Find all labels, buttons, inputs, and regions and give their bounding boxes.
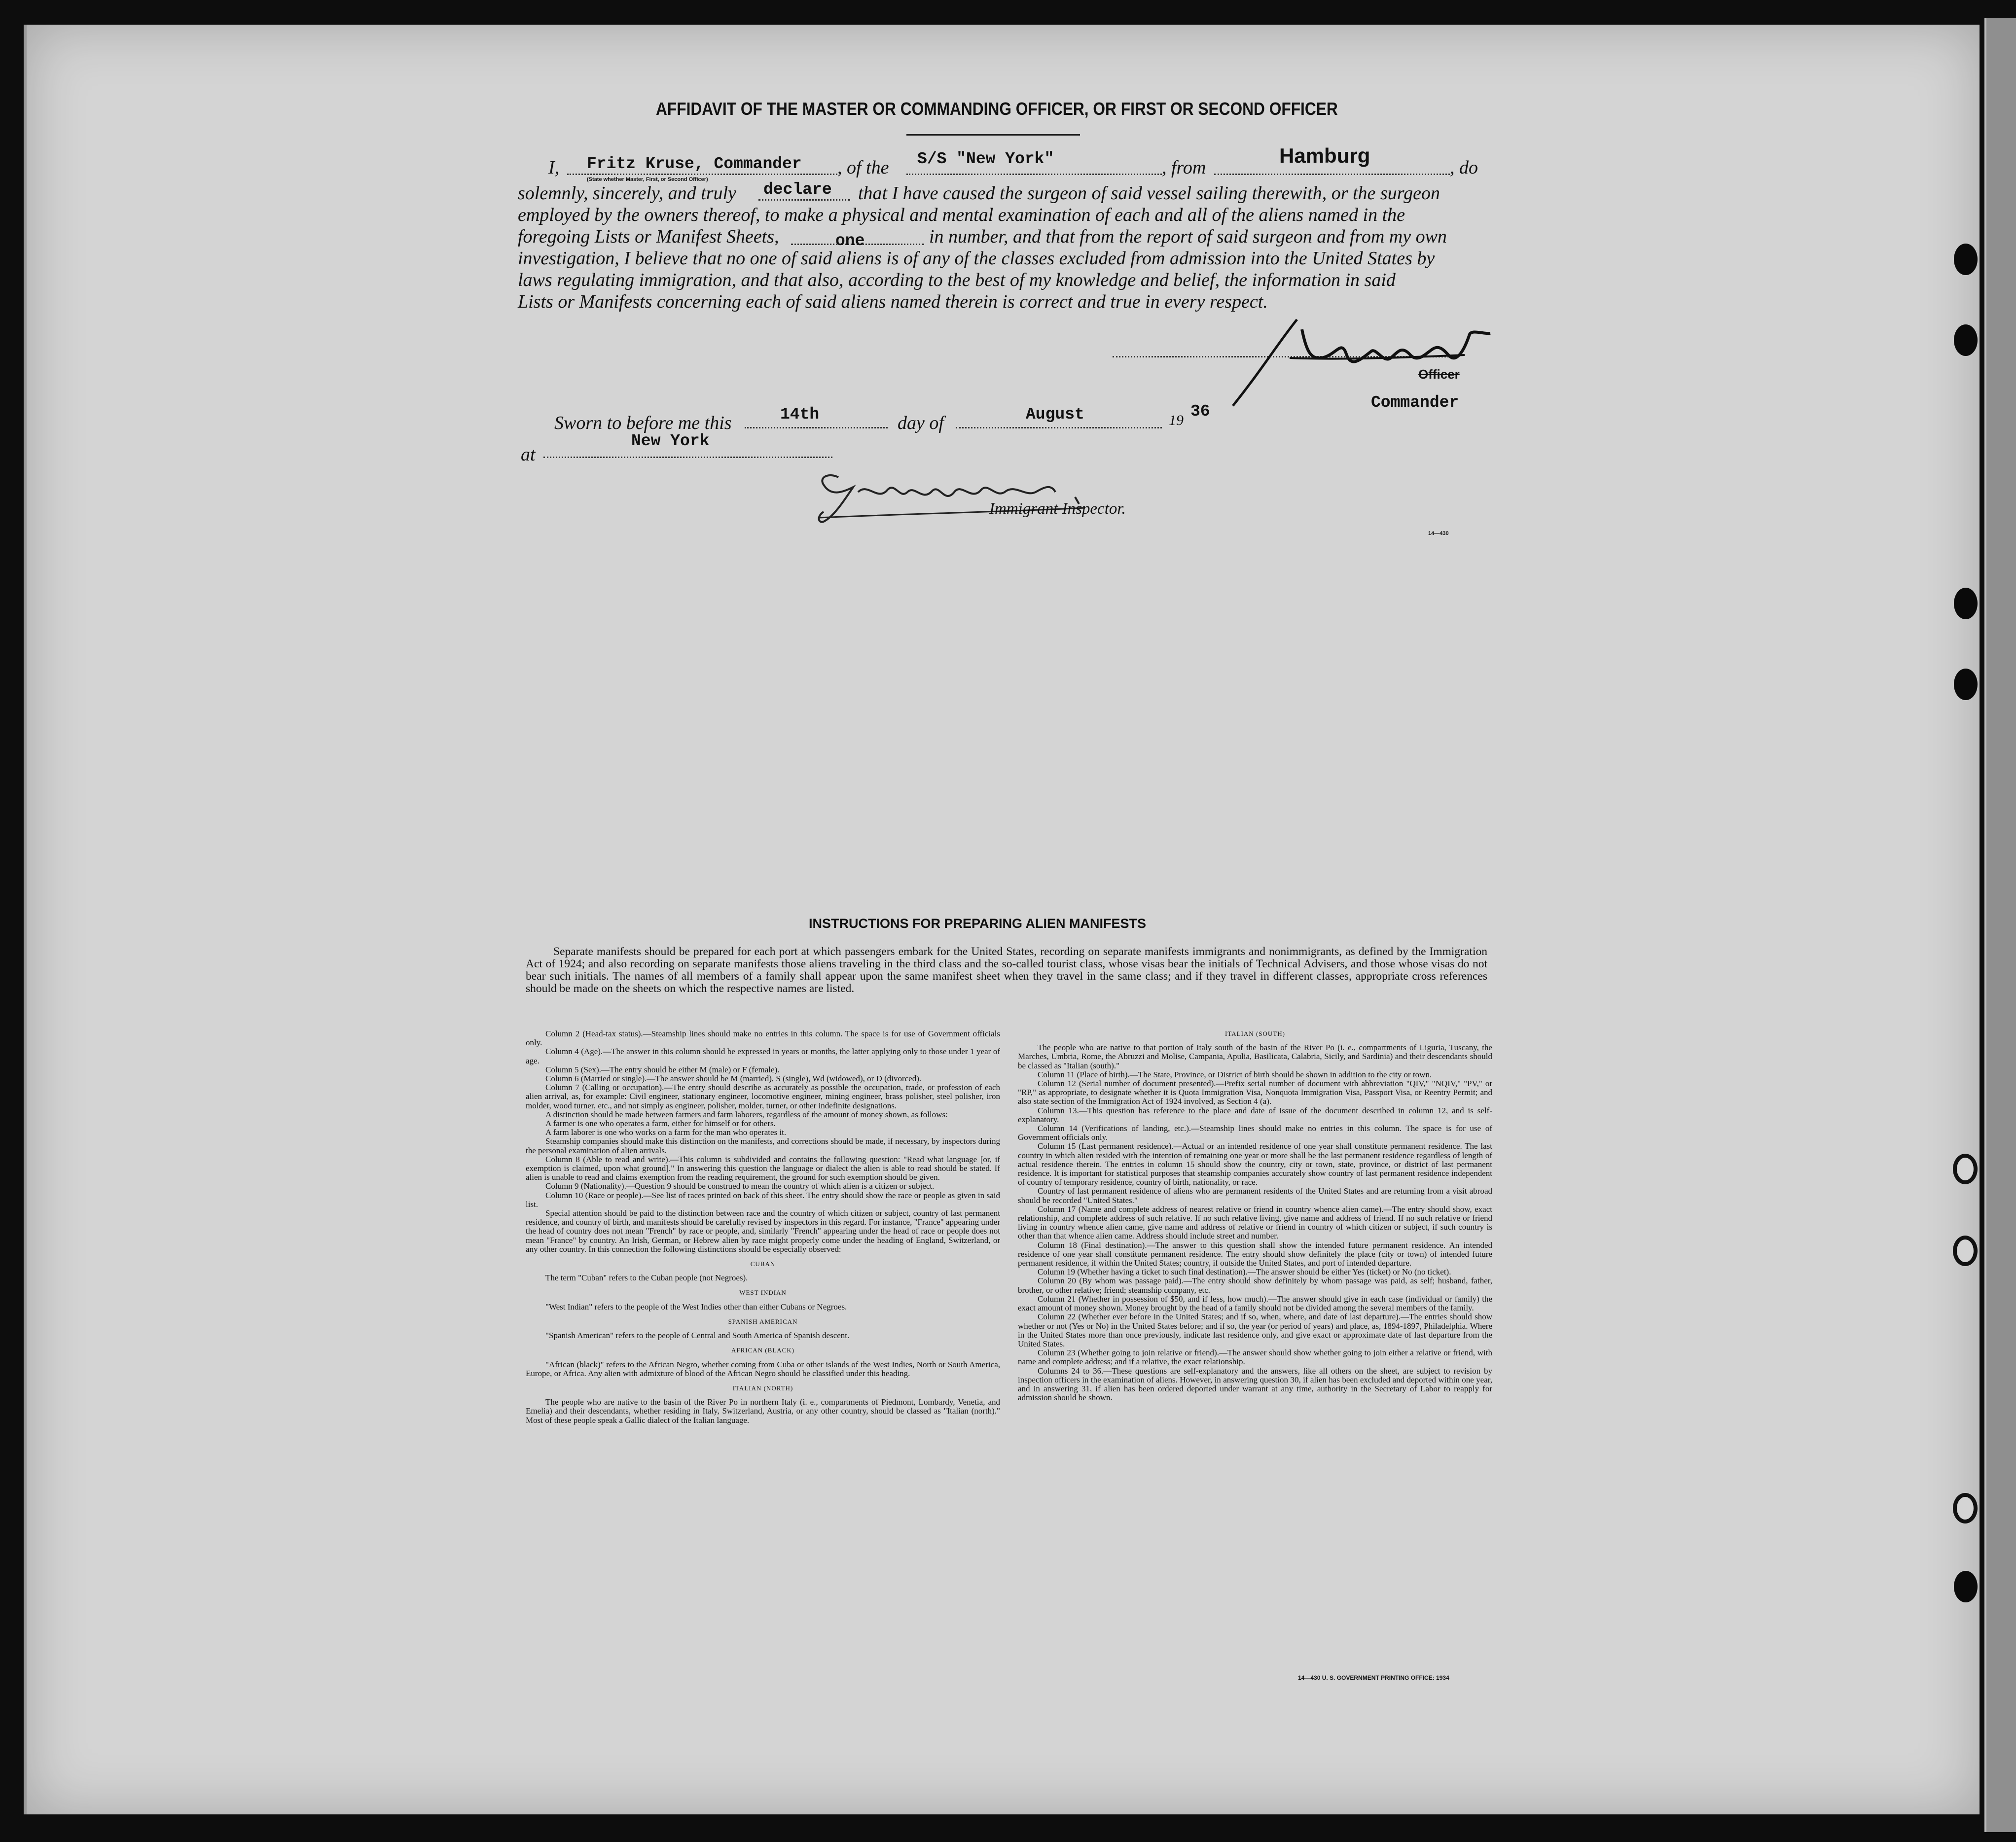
punch-hole bbox=[1954, 324, 1978, 356]
affidavit-title: AFFIDAVIT OF THE MASTER OR COMMANDING OFFICER, OR FIRST OR SECOND OFFICER bbox=[656, 99, 1338, 119]
column-10-note: Column 10 (Race or people).—See list of races printed on back of this sheet. The entry should show the race or people as given in said list. bbox=[526, 1190, 1000, 1209]
inspector-signature bbox=[809, 462, 1115, 531]
affidavit-line-6: laws regulating immigration, and that also, according to the best of my knowledge and belief, the information in said bbox=[518, 270, 1396, 290]
punch-hole-ring bbox=[1953, 1154, 1978, 1184]
farmer-definition: A farmer is one who operates a farm, either for himself or for others. bbox=[545, 1119, 776, 1129]
column-12-note: Column 12 (Serial number of document presented).—Prefix serial number of document with abbreviation "QIV," "NQIV," "PV," or "RP," as appropriate, to designate whether it is Quota Immigration Visa, Nonquota Immigration Visa, Passport Visa, or Reentry Permit; and also state section of the Immigration Act of 1924 involved, as Section 4 (a). bbox=[1018, 1079, 1492, 1106]
affidavit-line-2b: that I have caused the surgeon of said vessel sailing therewith, or the surgeon bbox=[858, 183, 1440, 204]
column-22-note: Column 22 (Whether ever before in the United States; and if so, when, where, and date of last departure).—The entries should show whether or not (Yes or No) in the United States before; and if so, the year (or period of years) and place, as, 1894-1897, Philadelphia. Where in the United States more than once previously, indicate last residence only, and give exact or approximate date of last departure from the United States. bbox=[1018, 1312, 1492, 1348]
race-distinction-note: Special attention should be paid to the distinction between race and the country of which citizen or subject, country of last permanent residence, and country of birth, and manifests should be carefully revised by inspectors in this regard. For instance, "France" appearing under the head of country does not mean "French" by race or people, and, similarly "French" appearing under the head of race or people does not mean "France" by country. An Irish, German, or Hebrew alien by race might properly come under the heading of England, Switzerland, or any other country. In this connection the following distinctions should be especially observed: bbox=[526, 1208, 1000, 1254]
sworn-month: August bbox=[1026, 405, 1084, 424]
affidavit-line-2a: solemnly, sincerely, and truly bbox=[518, 183, 736, 204]
punch-hole bbox=[1954, 669, 1978, 700]
of-the-text: , of the bbox=[837, 157, 889, 178]
instructions-right-column bbox=[1018, 1029, 1492, 1402]
african-definition: "African (black)" refers to the African Negro, whether coming from Cuba or other islands of the West Indies, North or South America, Europe, or Africa. Any alien with admixture of blood of the African Negro should be classified under this heading. bbox=[526, 1359, 1000, 1378]
west-indian-definition: "West Indian" refers to the people of the West Indies other than either Cubans or Negroes. bbox=[545, 1302, 847, 1311]
column-23-note: Column 23 (Whether going to join relative or friend).—The answer should show whether going to join either a relative or friend, with name and complete address; and if a relative, the exact relationship. bbox=[1018, 1348, 1492, 1367]
column-7-note: Column 7 (Calling or occupation).—The entry should describe as accurately as possible the occupation, trade, or profession of each alien arrival, as, for example: Civil engineer, stationary engineer, locomotive engineer, mining engineer, brass polisher, steel polisher, iron molder, wood turner, etc., and not simply as engineer, polisher, molder, turner, or other indefinite designations. bbox=[526, 1083, 1000, 1110]
column-8-note: Column 8 (Able to read and write).—This column is subdivided and contains the following question: "Read what language [or, if exemption is claimed, upon what ground]." In answering this question the language or dialect the alien is able to read should be stated. If alien is unable to read and claims exemption from the reading requirement, the ground for such exemption should be given. bbox=[526, 1154, 1000, 1182]
printing-office-footer: 14—430 U. S. GOVERNMENT PRINTING OFFICE: 1934 bbox=[1298, 1674, 1449, 1681]
day-of-text: day of bbox=[898, 413, 944, 433]
column-2-note: Column 2 (Head-tax status).—Steamship lines should make no entries in this column. The space is for use of Government officials only. bbox=[526, 1029, 1000, 1048]
column-15-returning-note: Country of last permanent residence of aliens who are permanent residents of the United States and are returning from a visit abroad should be recorded "United States." bbox=[1018, 1186, 1492, 1205]
cuban-definition: The term "Cuban" refers to the Cuban people (not Negroes). bbox=[545, 1273, 748, 1283]
do-text: , do bbox=[1450, 157, 1478, 178]
heading-african: AFRICAN (BLACK) bbox=[731, 1346, 795, 1354]
at-text: at bbox=[521, 444, 536, 465]
vessel-blank bbox=[906, 174, 1162, 175]
officer-name: Fritz Kruse, Commander bbox=[587, 155, 802, 173]
instructions-left-column bbox=[526, 1029, 1000, 1425]
italian-south-definition: The people who are native to that portion of Italy south of the basin of the River Po (i. e., compartments of Liguria, Tuscany, the Marches, Umbria, Rome, the Abruzzi and Molise, Campania, Apulia, Basilicata, Calabria, Sicily, and Sardinia) and their descendants should be classed as "Italian (south)." bbox=[1018, 1043, 1492, 1070]
heading-italian-south: ITALIAN (SOUTH) bbox=[1225, 1030, 1285, 1037]
sworn-day: 14th bbox=[780, 405, 820, 424]
declare-blank bbox=[758, 199, 850, 201]
punch-hole bbox=[1954, 588, 1978, 619]
column-4-note: Column 4 (Age).—The answer in this column should be expressed in years or months, the latter applying only to those under 1 year of age. bbox=[526, 1047, 1000, 1065]
punch-hole-ring bbox=[1953, 1236, 1978, 1266]
farmer-distinction: A distinction should be made between farmers and farm laborers, regardless of the amount of money shown, as follows: bbox=[545, 1109, 948, 1119]
master-signature bbox=[1188, 300, 1504, 408]
column-5-note: Column 5 (Sex).—The entry should be either M (male) or F (female). bbox=[545, 1064, 780, 1074]
inspector-title: Immigrant Inspector. bbox=[989, 500, 1126, 518]
port-blank bbox=[1214, 174, 1450, 175]
heading-spanish-american: SPANISH AMERICAN bbox=[728, 1317, 798, 1325]
sheet-edge bbox=[1984, 18, 2016, 1832]
form-number: 14—430 bbox=[1428, 531, 1449, 536]
officer-title: Commander bbox=[1371, 393, 1459, 412]
affidavit-line-5: investigation, I believe that no one of said aliens is of any of the classes excluded from admission into the United States by bbox=[518, 248, 1435, 269]
vessel-name: S/S "New York" bbox=[917, 150, 1054, 168]
declare-word: declare bbox=[763, 180, 832, 199]
affidavit-line-4a: foregoing Lists or Manifest Sheets, bbox=[518, 226, 779, 247]
title-rule bbox=[906, 134, 1080, 136]
column-18-note: Column 18 (Final destination).—The answer to this question shall show the intended future permanent residence. An intended residence of one year shall constitute permanent residence. The entry should show definitely the place (city or town) of intended future permanent residence, if within the United States; country, if outside the United States, and port of intended departure. bbox=[1018, 1240, 1492, 1268]
sworn-place: New York bbox=[631, 432, 710, 450]
punch-hole bbox=[1954, 1571, 1978, 1602]
officer-struck: Officer bbox=[1418, 367, 1460, 382]
instructions-lead: Separate manifests should be prepared for each port at which passengers embark for the United States, recording on separate manifests immigrants and nonimmigrants, as defined by the Immigration Act of 1924; and also recording on separate manifests those aliens traveling in the third class and the so-called tourist class, whose visas bear the initials of Technical Advisers, and those whose visas do not bear such initials. The names of all members of a family shall appear upon the same manifest sheet when they travel in the same class; and if they travel in different classes, appropriate cross references should be made on the sheets on which the respective names are listed. bbox=[526, 945, 1487, 995]
port-name: Hamburg bbox=[1279, 144, 1370, 167]
italian-north-definition: The people who are native to the basin of the River Po in northern Italy (i. e., compartments of Piedmont, Lombardy, Venetia, and Emelia) and their descendants, whether residing in Italy, Switzerland, Austria, or any other country, should be classed as "Italian (north)." Most of these people speak a Gallic dialect of the Italian language. bbox=[526, 1397, 1000, 1425]
sworn-text: Sworn to before me this bbox=[554, 413, 732, 433]
state-note: (State whether Master, First, or Second Officer) bbox=[587, 177, 708, 182]
name-blank bbox=[567, 174, 837, 175]
column-17-note: Column 17 (Name and complete address of nearest relative or friend in country whence alien came).—The entry should show, exact relationship, and complete address of such relative. If no such relative living, give name and address of friend. If no such relative or friend living in country whence alien came, give name and address of relative or friend in country of which citizen or subject, if such country is other than that whence alien came. Address should include street and number. bbox=[1018, 1204, 1492, 1241]
column-9-note: Column 9 (Nationality).—Question 9 should be construed to mean the country of which alien is a citizen or subject. bbox=[545, 1181, 935, 1191]
column-13-note: Column 13.—This question has reference to the place and date of issue of the document described in column 12, and is self-explanatory. bbox=[1018, 1105, 1492, 1124]
affidavit-line-7: Lists or Manifests concerning each of said aliens named therein is correct and true in every respect. bbox=[518, 291, 1268, 312]
alien-count: one bbox=[835, 232, 865, 250]
heading-cuban: CUBAN bbox=[750, 1260, 776, 1268]
intro-i: I, bbox=[548, 157, 560, 178]
heading-italian-north: ITALIAN (NORTH) bbox=[732, 1384, 793, 1392]
columns-24-36-note: Columns 24 to 36.—These questions are self-explanatory and the answers, like all others on the sheet, are subject to revision by inspection officers in the examination of aliens. However, in answering question 30, if alien has been excluded and deported within one year, and in answering 31, if alien has been ordered deported under warrant at any time, authority in the Secretary of Labor to reapply for admission should be shown. bbox=[1018, 1366, 1492, 1403]
column-15-note: Column 15 (Last permanent residence).—Actual or an intended residence of one year shall constitute permanent residence. The last country in which alien resided with the intention of remaining one year or more shall be the last permanent residence regardless of length of actual residence therein. The entries in column 15 should show the country, city or town, state, province, or district of last permanent residence. It is important for statistical purposes that steamship companies accurately show country of last permanent residence independent of country of temporary residence, country of birth, nationality, or race. bbox=[1018, 1141, 1492, 1187]
instructions-title: INSTRUCTIONS FOR PREPARING ALIEN MANIFESTS bbox=[809, 916, 1147, 931]
column-21-note: Column 21 (Whether in possession of $50, and if less, how much).—The answer should give in each case (individual or family) the exact amount of money shown. Money brought by the head of a family should not be divided among the several members of the family. bbox=[1018, 1294, 1492, 1313]
heading-west-indian: WEST INDIAN bbox=[739, 1289, 787, 1297]
column-19-note: Column 19 (Whether having a ticket to such final destination).—The answer should be either Yes (ticket) or No (no ticket). bbox=[1038, 1267, 1451, 1277]
spanish-american-definition: "Spanish American" refers to the people of Central and South America of Spanish descent. bbox=[545, 1331, 850, 1341]
column-11-note: Column 11 (Place of birth).—The State, Province, or District of birth should be shown in addition to the city or town. bbox=[1038, 1069, 1432, 1079]
steamship-distinction: Steamship companies should make this distinction on the manifests, and corrections should be made, if necessary, by inspectors during the personal examination of alien arrivals. bbox=[526, 1136, 1000, 1155]
column-6-note: Column 6 (Married or single).—The answer should be M (married), S (single), Wd (widowed), or D (divorced). bbox=[545, 1074, 922, 1084]
from-text: , from bbox=[1162, 157, 1206, 178]
month-blank bbox=[956, 427, 1162, 428]
affidavit-line-4b: in number, and that from the report of said surgeon and from my own bbox=[929, 226, 1447, 247]
column-20-note: Column 20 (By whom was passage paid).—The entry should show definitely by whom passage was paid, as self; husband, father, brother, or other relative; friend; steamship company, etc. bbox=[1018, 1276, 1492, 1295]
year-suffix: 36 bbox=[1190, 402, 1210, 421]
day-blank bbox=[745, 427, 888, 428]
punch-hole bbox=[1954, 244, 1978, 275]
place-blank bbox=[543, 457, 832, 458]
affidavit-line-3: employed by the owners thereof, to make a physical and mental examination of each and all of the aliens named in the bbox=[518, 205, 1405, 225]
punch-hole-ring bbox=[1953, 1493, 1978, 1523]
farm-laborer-definition: A farm laborer is one who works on a farm for the man who operates it. bbox=[545, 1128, 787, 1137]
column-14-note: Column 14 (Verifications of landing, etc.).—Steamship lines should make no entries in this column. The space is for use of Government officials only. bbox=[1018, 1124, 1492, 1142]
year-prefix: 19 bbox=[1169, 412, 1184, 428]
